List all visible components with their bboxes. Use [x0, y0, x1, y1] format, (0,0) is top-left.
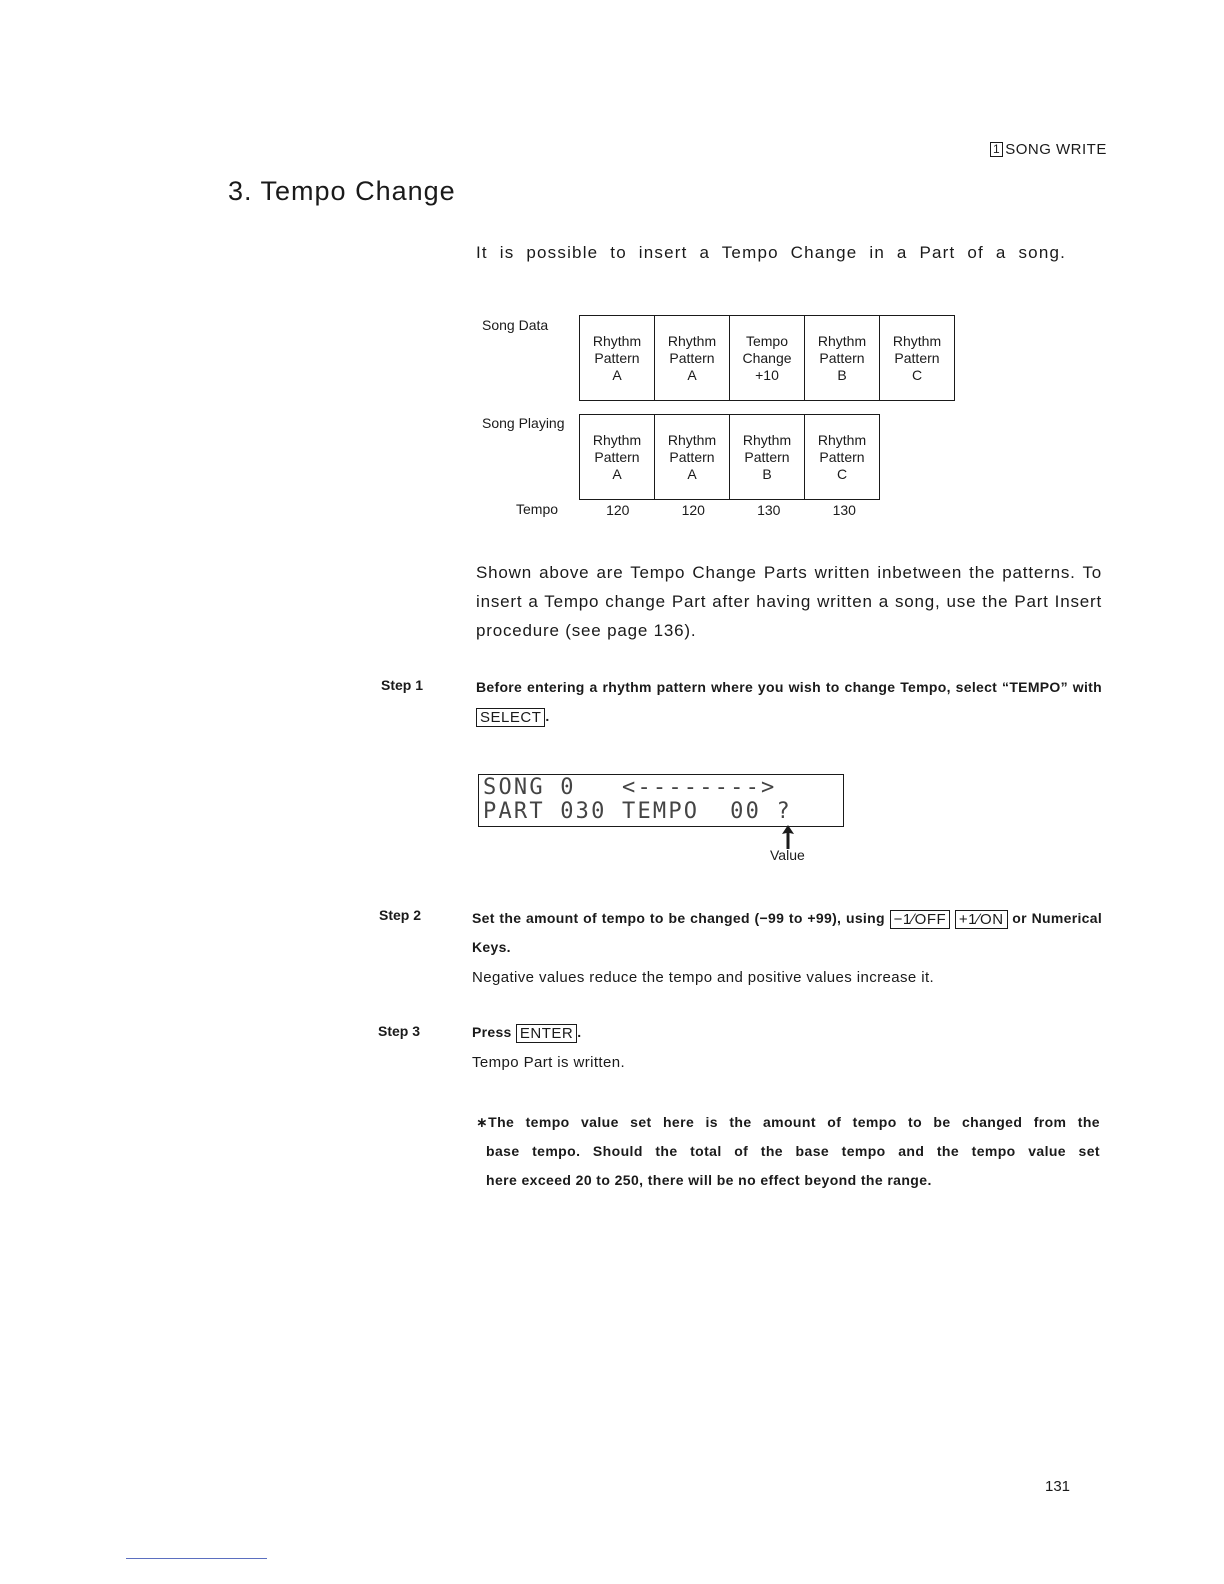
song-data-cell [805, 316, 880, 400]
song-data-row [579, 315, 955, 401]
cell-line: Pattern [669, 349, 715, 366]
step-3-text [472, 1018, 581, 1047]
step-3-label: Step 3 [378, 1023, 421, 1039]
step-2-note: Negative values reduce the tempo and positive values increase it. [472, 969, 935, 986]
page-number: 131 [1045, 1478, 1071, 1495]
up-arrow-icon [781, 825, 795, 849]
cell-line: Tempo [745, 332, 789, 349]
cell-line: Pattern [669, 448, 715, 465]
step-3-result: Tempo Part is written. [472, 1054, 626, 1071]
song-playing-cell [730, 415, 805, 499]
lcd-line-1: SONG 0 <--------> [483, 775, 777, 800]
step-1-text [476, 673, 1102, 731]
tempo-value: 120 [681, 502, 705, 518]
cell-line: Rhythm [817, 431, 867, 448]
step-2-text [472, 904, 1102, 962]
lcd-line-2: PART 030 TEMPO 00 ? [483, 799, 792, 824]
lcd-display [478, 774, 844, 827]
step-1-label: Step 1 [381, 677, 424, 693]
cell-line: Rhythm [817, 332, 867, 349]
cell-line: Pattern [819, 349, 865, 366]
song-data-cell [730, 316, 805, 400]
cell-line: Rhythm [892, 332, 942, 349]
cell-line: Rhythm [667, 332, 717, 349]
intro-text: It is possible to insert a Tempo Change in a Part of a song. [476, 243, 1067, 262]
cell-line: +10 [755, 366, 779, 383]
note-line-2: base tempo. Should the total of the base tempo and the tempo value set [486, 1143, 1100, 1159]
select-key: SELECT [476, 708, 545, 727]
note-line-1: ∗The tempo value set here is the amount of tempo to be changed from the [476, 1114, 1100, 1130]
cell-line: Pattern [594, 448, 640, 465]
cell-line: B [837, 366, 847, 383]
cell-line: A [612, 465, 622, 482]
cell-line: Pattern [894, 349, 940, 366]
tempo-value: 130 [832, 502, 856, 518]
cell-line: Rhythm [742, 431, 792, 448]
cell-line: Pattern [744, 448, 790, 465]
step-2-instruction: Set the amount of tempo to be changed (−99 to +99), using [472, 910, 885, 926]
song-playing-label: Song Playing [482, 415, 565, 431]
cell-line: Rhythm [592, 431, 642, 448]
song-data-label: Song Data [482, 317, 549, 333]
page-title: 3. Tempo Change [228, 176, 456, 206]
section-title: SONG WRITE [1005, 141, 1107, 158]
song-data-cell [580, 316, 655, 400]
tempo-value: 130 [757, 502, 781, 518]
cell-line: A [687, 465, 697, 482]
enter-key: ENTER [516, 1024, 577, 1043]
song-data-cell [880, 316, 954, 400]
cell-line: C [911, 366, 923, 383]
tempo-label: Tempo [516, 501, 559, 517]
cell-line: Pattern [819, 448, 865, 465]
song-playing-cell [655, 415, 730, 499]
minus-one-off-key: −1∕OFF [890, 910, 951, 929]
song-playing-cell [805, 415, 879, 499]
step-3-instruction: Press [472, 1024, 512, 1040]
cell-line: Change [742, 349, 792, 366]
cell-line: Pattern [594, 349, 640, 366]
step-2-label: Step 2 [379, 907, 422, 923]
cell-line: A [687, 366, 697, 383]
step-1-instruction: Before entering a rhythm pattern where you wish to change Tempo, select “TEMPO” with [476, 679, 1102, 695]
step-2-instruction-end: or Numerical Keys. [472, 910, 1103, 955]
cell-line: A [612, 366, 622, 383]
footer-rule [126, 1558, 267, 1559]
tempo-range-note [476, 1108, 1100, 1195]
value-label: Value [770, 847, 805, 863]
section-number: 1 [990, 142, 1003, 157]
cell-line: C [836, 465, 848, 482]
song-playing-cell [580, 415, 655, 499]
cell-line: B [762, 465, 772, 482]
section-header [990, 141, 1107, 158]
song-data-cell [655, 316, 730, 400]
tempo-value: 120 [606, 502, 630, 518]
cell-line: Rhythm [592, 332, 642, 349]
note-line-3: here exceed 20 to 250, there will be no effect beyond the range. [486, 1172, 932, 1188]
tempo-values-row [580, 502, 882, 518]
song-playing-row [579, 414, 880, 500]
cell-line: Rhythm [667, 431, 717, 448]
explanation-paragraph: Shown above are Tempo Change Parts written inbetween the patterns. To insert a Tempo change Part after having written a song, use the Part Insert procedure (see page 136). [476, 563, 1102, 640]
plus-one-on-key: +1∕ON [955, 910, 1008, 929]
step-1-period: . [545, 708, 550, 724]
step-3-period: . [577, 1024, 582, 1040]
